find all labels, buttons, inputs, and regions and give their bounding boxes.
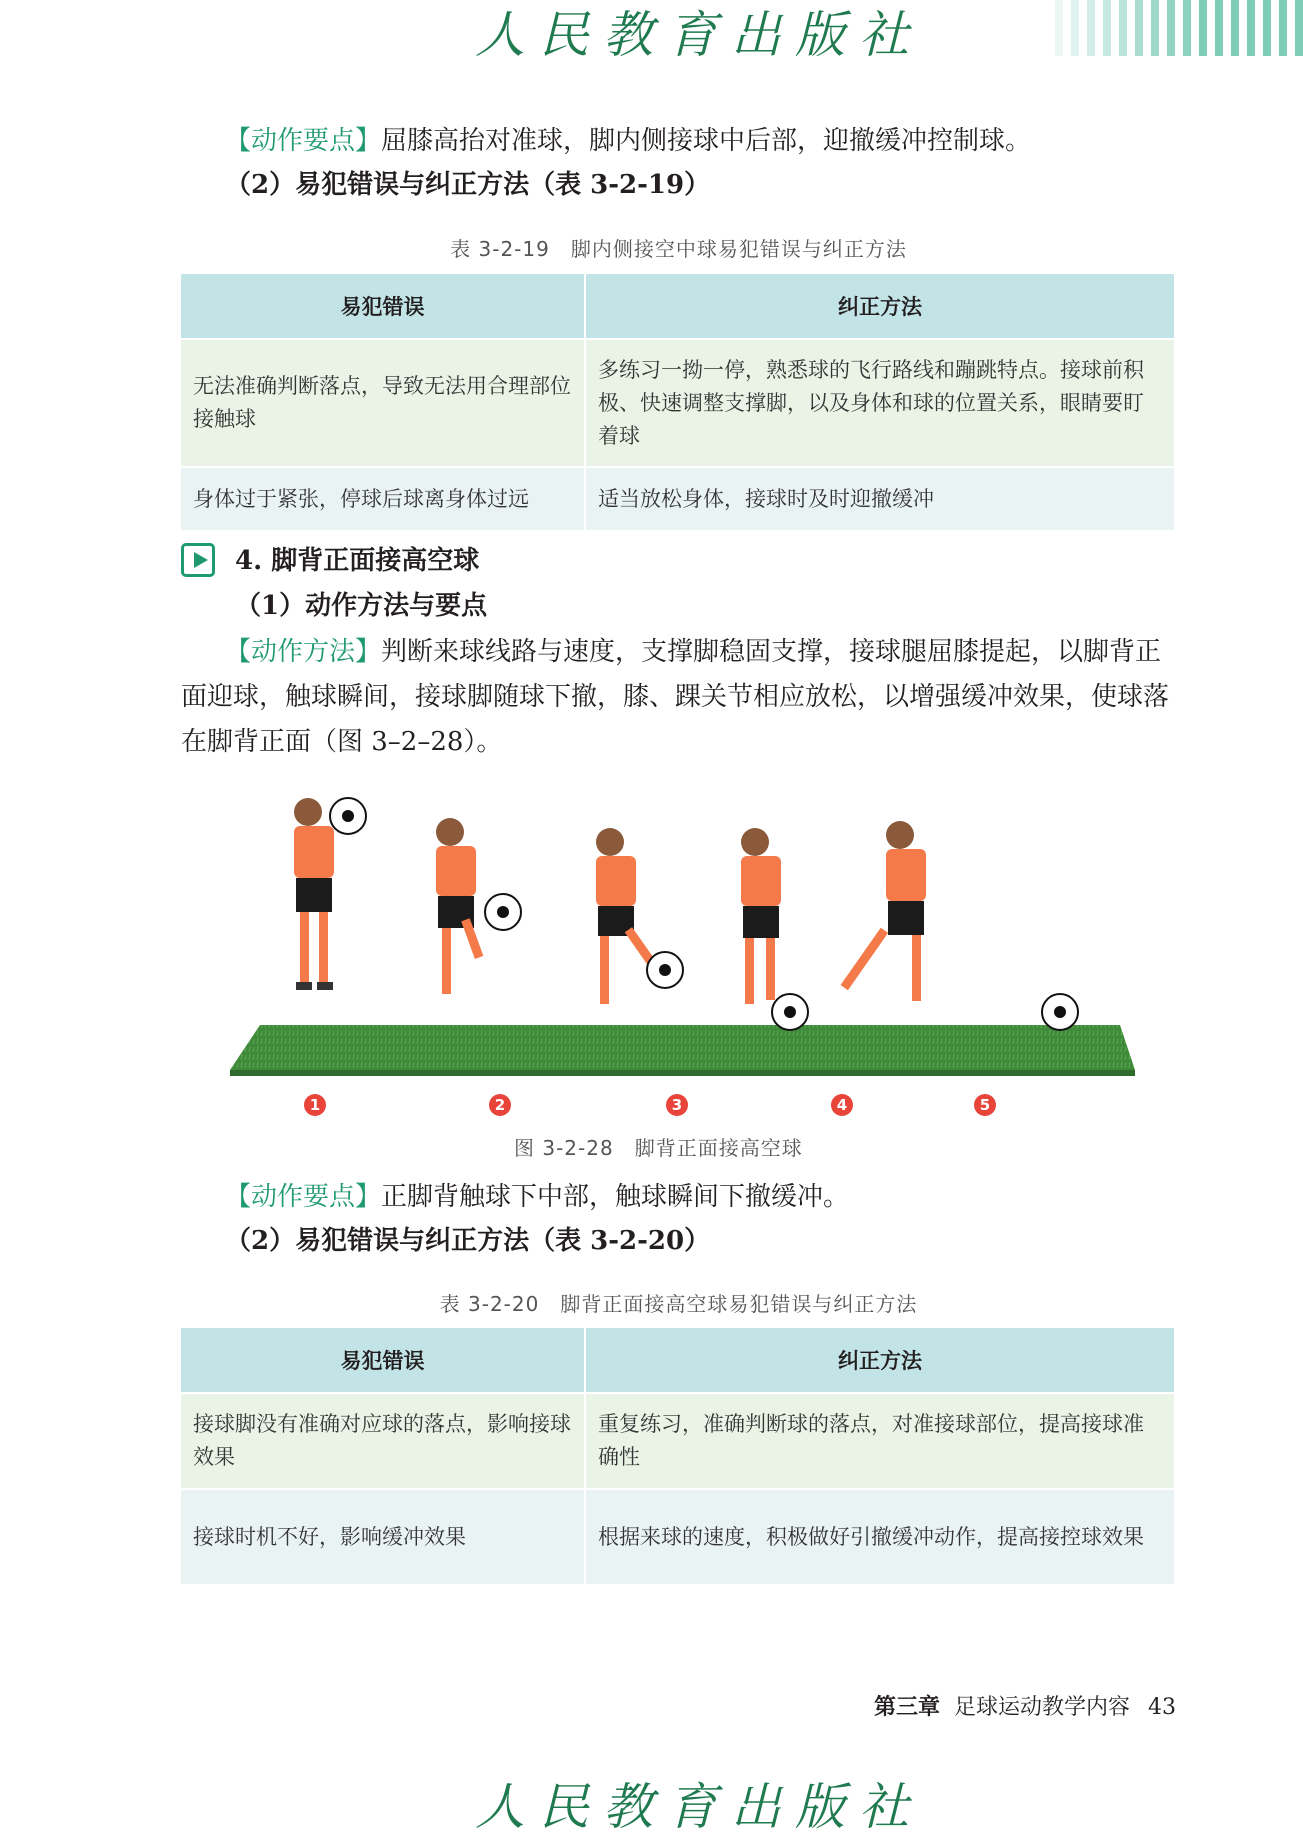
step-number: 5 (974, 1094, 996, 1116)
subheading-method: （1）动作方法与要点 (235, 591, 488, 621)
table-cell: 无法准确判断落点，导致无法用合理部位接触球 (181, 338, 586, 466)
key-points-text: 正脚背触球下中部，触球瞬间下撤缓冲。 (381, 1182, 850, 1212)
section-heading: 4. 脚背正面接高空球 (235, 546, 480, 576)
table-cell: 重复练习，准确判断球的落点，对准接球部位，提高接球准确性 (586, 1392, 1176, 1488)
ball (772, 994, 808, 1030)
figure-caption: 图 3-2-28 脚背正面接高空球 (514, 1136, 803, 1160)
table-header: 易犯错误 (181, 274, 586, 338)
header-stripes (1040, 0, 1303, 56)
page-number: 43 (1148, 1695, 1176, 1720)
errors-table-2 (181, 1328, 1176, 1584)
ball (485, 894, 521, 930)
step-number: 2 (489, 1094, 511, 1116)
table-header: 易犯错误 (181, 1328, 586, 1392)
table-row (181, 466, 1176, 530)
subheading-errors-1: （2）易犯错误与纠正方法（表 3-2-19） (225, 170, 711, 200)
grass-field (230, 1025, 1135, 1070)
key-points-1 (225, 119, 1185, 164)
table-cell: 接球脚没有准确对应球的落点，影响接球效果 (181, 1392, 586, 1488)
chapter-label: 第三章 (873, 1694, 940, 1720)
step-number: 4 (831, 1094, 853, 1116)
player-step-5 (841, 821, 926, 1001)
table-cell: 适当放松身体，接球时及时迎撤缓冲 (586, 466, 1176, 530)
table-cell: 根据来球的速度，积极做好引撤缓冲动作，提高接控球效果 (586, 1488, 1176, 1584)
table-row (181, 338, 1176, 466)
key-points-label: 【动作要点】 (225, 1182, 382, 1212)
table-row (181, 1392, 1176, 1488)
table-row (181, 1488, 1176, 1584)
play-icon[interactable] (181, 543, 215, 577)
ball (1042, 994, 1078, 1030)
table-cell: 多练习一拗一停，熟悉球的飞行路线和蹦跳特点。接球前积极、快速调整支撑脚，以及身体和球的位置关系，眼睛要盯着球 (586, 338, 1176, 466)
ball (647, 952, 683, 988)
ball (330, 798, 366, 834)
page-footer (874, 1690, 1176, 1721)
chapter-title: 足球运动教学内容 (953, 1695, 1130, 1720)
table-header: 纠正方法 (586, 1328, 1176, 1392)
method-text: 判断来球线路与速度，支撑脚稳固支撑，接球腿屈膝提起，以脚背正面迎球，触球瞬间，接球脚随球下撤，膝、踝关节相应放松，以增强缓冲效果，使球落在脚背正面（图 3–2–28）。 (181, 637, 1170, 757)
errors-table-1 (181, 274, 1176, 530)
key-points-text: 屈膝高抬对准球，脚内侧接球中后部，迎撤缓冲控制球。 (381, 126, 1032, 156)
step-number: 1 (304, 1094, 326, 1116)
publisher-logo-bottom: 人民教育出版社 (475, 1778, 923, 1836)
key-points-2 (225, 1175, 1185, 1220)
table-cell: 身体过于紧张，停球后球离身体过远 (181, 466, 586, 530)
table-caption-2: 表 3-2-20 脚背正面接高空球易犯错误与纠正方法 (439, 1292, 918, 1316)
table-header: 纠正方法 (586, 274, 1176, 338)
method-label: 【动作方法】 (225, 637, 382, 667)
player-step-1 (294, 798, 334, 990)
figure-illustration (220, 780, 1140, 1110)
subheading-errors-2: （2）易犯错误与纠正方法（表 3-2-20） (225, 1226, 711, 1256)
method-paragraph (181, 630, 1176, 765)
table-caption-1: 表 3-2-19 脚内侧接空中球易犯错误与纠正方法 (450, 237, 907, 261)
player-step-4 (741, 828, 781, 1004)
publisher-logo: 人民教育出版社 (475, 6, 923, 64)
key-points-label: 【动作要点】 (225, 126, 382, 156)
table-cell: 接球时机不好，影响缓冲效果 (181, 1488, 586, 1584)
player-step-2 (436, 818, 483, 994)
step-number: 3 (666, 1094, 688, 1116)
